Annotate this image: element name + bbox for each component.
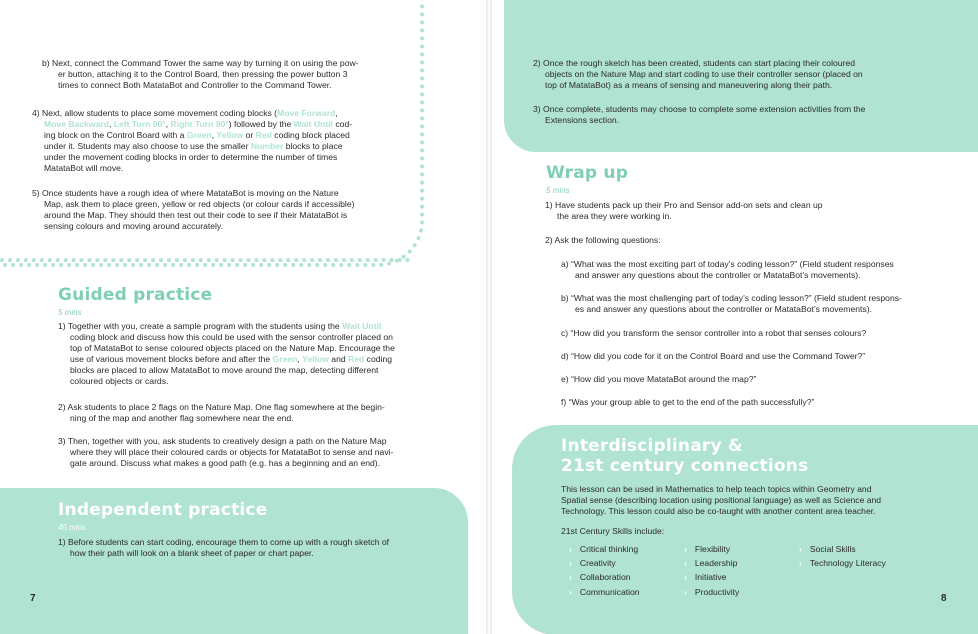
interdisciplinary-line3: Technology. This lesson could also be co-taught with another content area teacher. [561,506,876,516]
skill-leadership: › Leadership [684,558,738,568]
step4-line3: ing block on the Control Board with a Green, Yellow or Red coding block placed [44,130,350,140]
chevron-right-icon: › [569,544,572,554]
step5-line2: Map, ask them to place green, yellow or red objects (or colour cards if accessible) [44,199,355,209]
guided-2-line1: 2) Ask students to place 2 flags on the Nature Map. One flag somewhere at the begin- [58,402,385,412]
skill-flexibility: › Flexibility [684,544,731,554]
skill-technology-literacy: › Technology Literacy [799,558,886,568]
interdisciplinary-heading: Interdisciplinary & 21st century connections [561,436,809,476]
skill-creativity: › Creativity [569,558,616,568]
question-f: f) “Was your group able to get to the end of the path successfully?” [561,397,815,407]
step4-line5: under the movement coding blocks in order to determine the number of times [44,152,338,162]
chevron-right-icon: › [799,558,802,568]
skills-label: 21st Century Skills include: [561,526,665,536]
right-3-line2: Extensions section. [545,115,620,125]
skill-productivity: › Productivity [684,587,740,597]
independent-1-line1: 1) Before students can start coding, encourage them to come up with a rough sketch of [58,537,390,547]
skill-communication: › Communication [569,587,640,597]
guided-3-line1: 3) Then, together with you, ask students to creatively design a path on the Nature Map [58,436,387,446]
book-gutter [486,0,492,634]
right-2-line3: top of MatataBot) as a means of sensing and maneuvering along their path. [545,80,833,90]
question-c: c) “How did you transform the sensor controller into a robot that senses colours? [561,328,867,338]
page-number-left: 7 [30,593,36,604]
guided-1-line2: coding block and discuss how this could be used with the sensor controller placed on [70,332,393,342]
step4-line6: MatataBot will move. [44,163,124,173]
right-page [489,0,978,634]
guided-3-line3: gate around. Discuss what makes a good path (e.g. has a beginning and an end). [70,458,381,468]
page-number-right: 8 [941,593,947,604]
guided-1-line1: 1) Together with you, create a sample program with the students using the Wait Until [58,321,382,331]
step4-line4: under it. Students may also choose to use the smaller Number blocks to place [44,141,343,151]
chevron-right-icon: › [684,587,687,597]
wrap-2: 2) Ask the following questions: [545,235,661,245]
guided-1-line5: blocks are placed to allow MatataBot to move around the map, detecting different [70,365,379,375]
guided-1-line6: coloured objects or cards. [70,376,169,386]
right-2-line1: 2) Once the rough sketch has been created, students can start placing their coloured [533,58,855,68]
chevron-right-icon: › [569,572,572,582]
guided-3-line2: where they will place their coloured cards or objects for MatataBot to sense and navi- [70,447,394,457]
dashed-divider [0,258,410,262]
step-b-line2: er button, attaching it to the Control Board, then pressing the power button 3 [58,69,348,79]
skill-critical-thinking: › Critical thinking [569,544,639,554]
interdisciplinary-line1: This lesson can be used in Mathematics to help teach topics within Geometry and [561,484,872,494]
guided-1-line3: top of MatataBot to sense coloured objects placed on the Nature Map. Encourage the [70,343,395,353]
wrap-up-heading: Wrap up [546,163,629,183]
step5-line3: around the Map. They should then test out their code to see if their MatataBot is [44,210,348,220]
guided-1-line4: use of various movement blocks before and after the Green, Yellow and Red coding [70,354,393,364]
question-a-line1: a) “What was the most exciting part of today’s coding lesson?” (Field student responses [561,259,894,269]
chevron-right-icon: › [799,544,802,554]
step5-line1: 5) Once students have a rough idea of where MatataBot is moving on the Nature [32,188,339,198]
question-e: e) “How did you move MatataBot around the map?” [561,374,757,384]
question-b-line1: b) “What was the most challenging part of today’s coding lesson?” (Field student respons- [561,293,902,303]
chevron-right-icon: › [569,558,572,568]
step4-line1: 4) Next, allow students to place some movement coding blocks (Move Forward, [32,108,338,118]
chevron-right-icon: › [684,558,687,568]
question-b-line2: es and answer any questions about the controller or MatataBot’s movements). [575,304,872,314]
right-2-line2: objects on the Nature Map and start coding to use their controller sensor (placed on [545,69,863,79]
step-b-line3: times to connect Both MatataBot and Controller to the Command Tower. [58,80,332,90]
question-a-line2: and answer any questions about the controller or MatataBot’s movements). [575,270,861,280]
wrap-1-line1: 1) Have students pack up their Pro and Sensor add-on sets and clean up [545,200,823,210]
interdisciplinary-line2: Spatial sense (describing location using positional language) as well as Science and [561,495,882,505]
step5-line4: sensing colours and moving around accurately. [44,221,223,231]
chevron-right-icon: › [569,587,572,597]
guided-2-line2: ning of the map and another flag somewhere near the end. [70,413,294,423]
chevron-right-icon: › [684,572,687,582]
independent-practice-duration: 45 mins [58,523,87,532]
step-b-line1: b) Next, connect the Command Tower the same way by turning it on using the pow- [42,58,359,68]
skill-collaboration: › Collaboration [569,572,631,582]
chevron-right-icon: › [684,544,687,554]
guided-practice-heading: Guided practice [58,285,213,305]
right-3-line1: 3) Once complete, students may choose to complete some extension activities from the [533,104,866,114]
skill-initiative: › Initiative [684,572,727,582]
step4-line2: Move Backward, Left Turn 90°, Right Turn 90°) followed by the Wait Until cod- [44,119,353,129]
wrap-up-duration: 5 mins [546,186,570,195]
guided-practice-duration: 5 mins [58,308,82,317]
independent-practice-heading: Independent practice [58,500,268,520]
wrap-1-line2: the area they were working in. [557,211,672,221]
independent-1-line2: how their path will look on a blank sheet of paper or chart paper. [70,548,314,558]
skill-social-skills: › Social Skills [799,544,856,554]
question-d: d) “How did you code for it on the Control Board and use the Command Tower?” [561,351,866,361]
